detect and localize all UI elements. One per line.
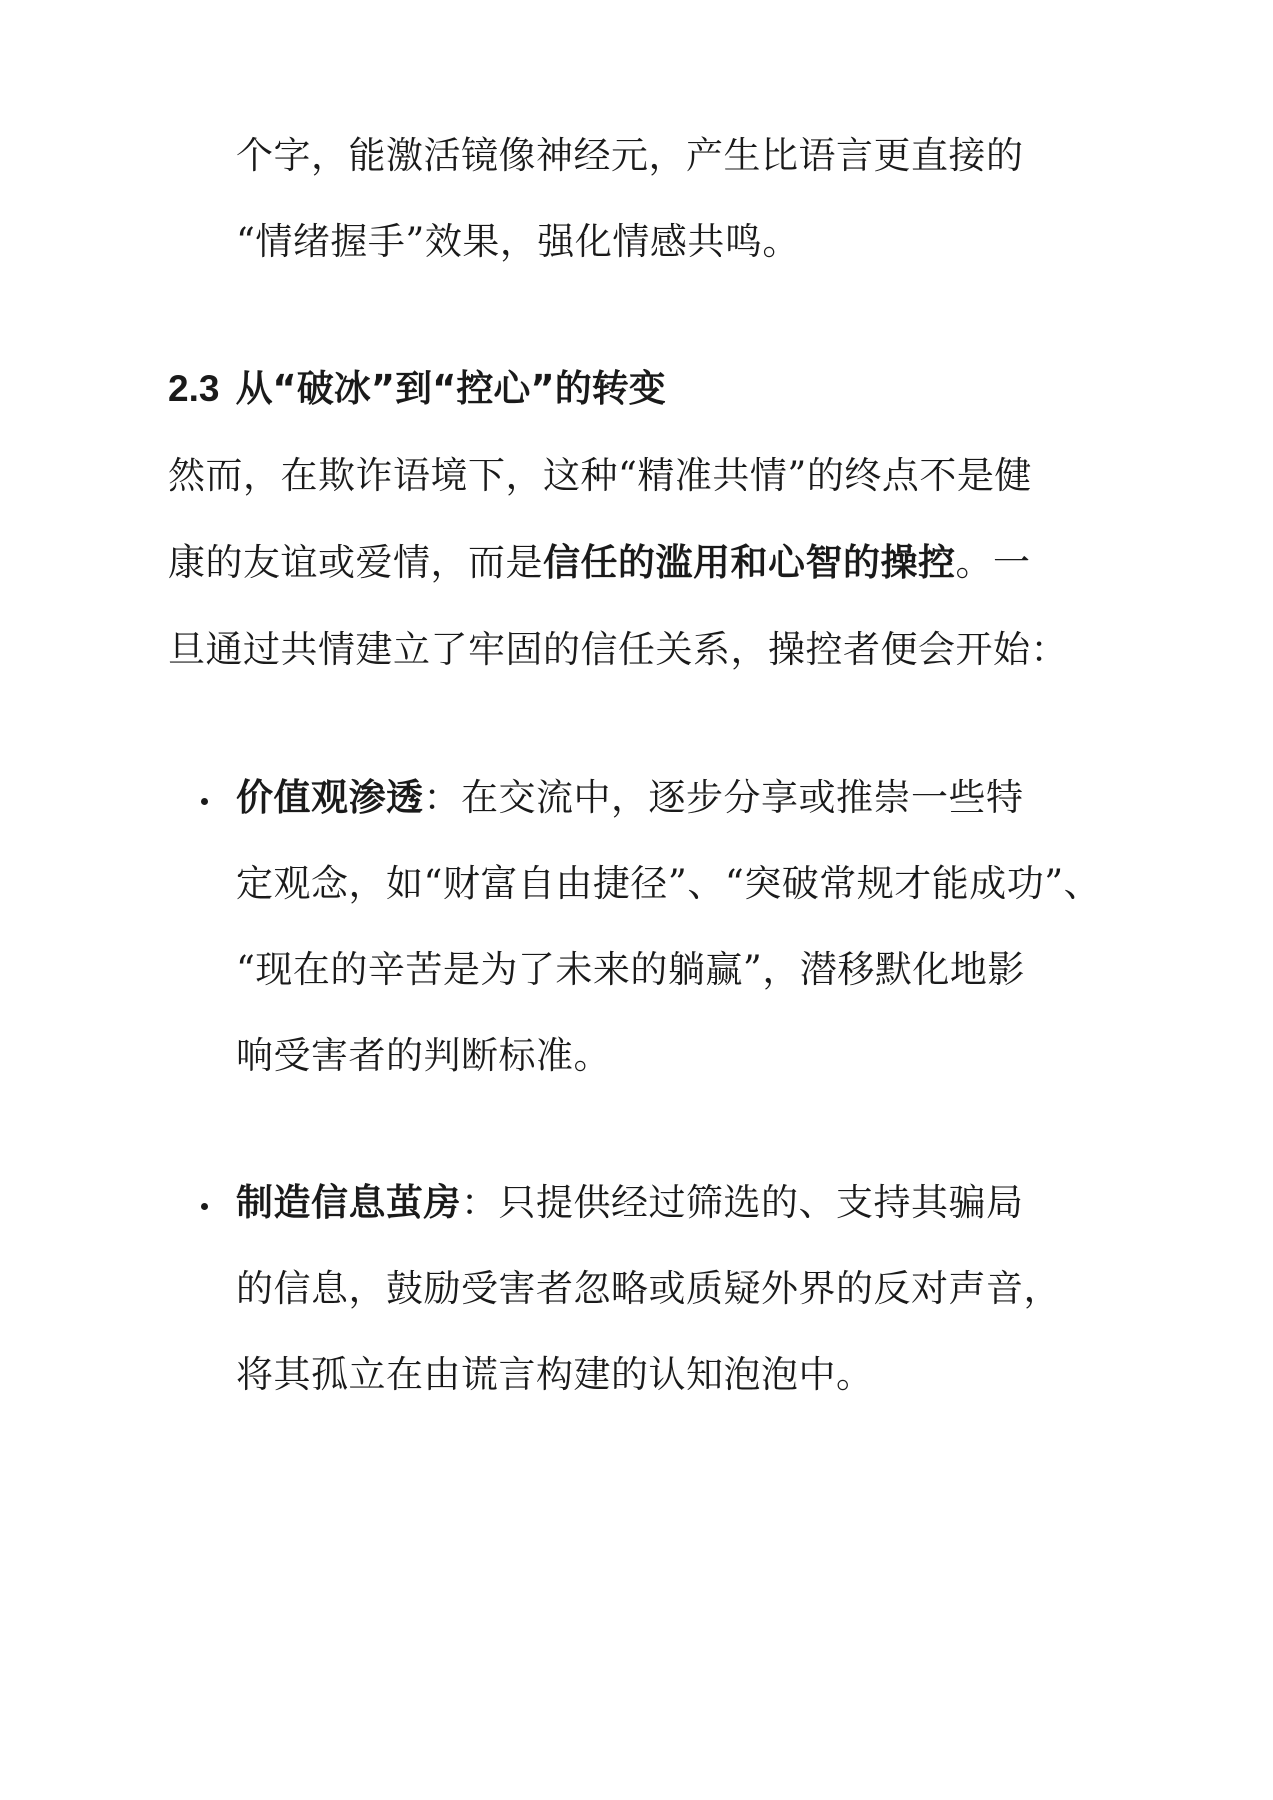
bullet-2-term: 制造信息茧房 [236,1181,461,1224]
bullet-dot [201,798,208,805]
bullet-1-first-text: ：在交流中，逐步分享或推崇一些特 [423,776,1024,819]
bullet-1-line-4: 响受害者的判断标准。 [236,1034,611,1077]
main-paragraph-line-2 [168,541,1031,585]
bullet-1-line-1 [236,776,1024,820]
section-number: 2.3 [168,368,220,409]
bullet-dot [201,1203,208,1210]
bullet-2-first-text: ：只提供经过筛选的、支持其骗局 [461,1181,1024,1224]
main-paragraph-line-3: 旦通过共情建立了牢固的信任关系，操控者便会开始： [168,628,1068,671]
bullet-2-line-1 [236,1181,1024,1225]
paragraph-continuation-line-2: “情绪握手”效果，强化情感共鸣。 [236,220,800,263]
main-paragraph-line-1: 然而，在欺诈语境下，这种“精准共情”的终点不是健 [168,454,1032,497]
bullet-2-line-2: 的信息，鼓励受害者忽略或质疑外界的反对声音， [236,1267,1061,1310]
paragraph-continuation-line-1: 个字，能激活镜像神经元，产生比语言更直接的 [236,134,1024,177]
section-title: 从“破冰”到“控心”的转变 [235,367,666,410]
bullet-1-term: 价值观渗透 [236,776,424,819]
bullet-1-line-2: 定观念，如“财富自由捷径”、“突破常规才能成功”、 [236,862,1102,905]
emphasis-text: 信任的滥用和心智的操控 [543,541,956,584]
section-heading [168,367,666,411]
bullet-2-line-3: 将其孤立在由谎言构建的认知泡泡中。 [236,1353,874,1396]
bullet-1-line-3: “现在的辛苦是为了未来的躺赢”，潜移默化地影 [236,948,1025,991]
main-paragraph-line-2-text: 康的友谊或爱情，而是 [168,541,543,584]
main-paragraph-line-2-end: 。一 [955,541,1031,584]
